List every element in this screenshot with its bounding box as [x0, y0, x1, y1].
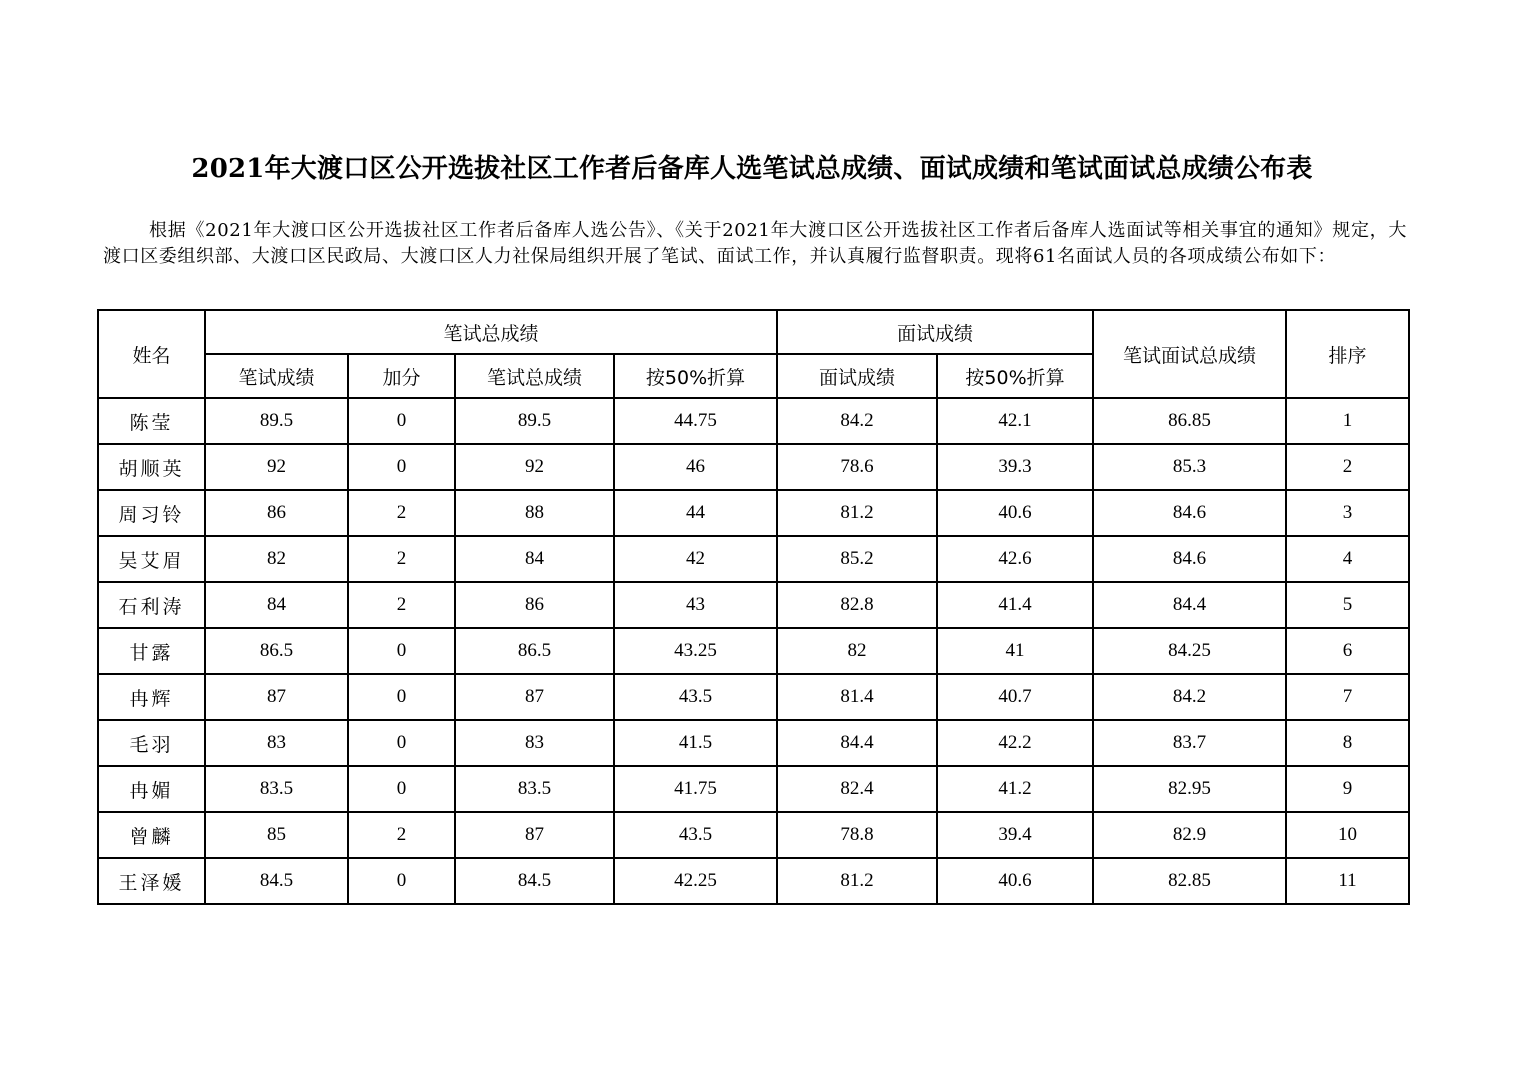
cell-rank: 5 — [1286, 582, 1409, 628]
cell-interview-score: 84.4 — [777, 720, 937, 766]
cell-interview-score: 81.2 — [777, 858, 937, 904]
table-row — [98, 536, 1409, 582]
header-interview-group: 面试成绩 — [777, 310, 1093, 354]
header-written-group: 笔试总成绩 — [205, 310, 777, 354]
cell-written-score: 87 — [205, 674, 348, 720]
cell-rank: 1 — [1286, 398, 1409, 444]
cell-written-50: 42.25 — [614, 858, 777, 904]
cell-bonus: 0 — [348, 674, 455, 720]
cell-combined-total: 83.7 — [1093, 720, 1286, 766]
cell-rank: 6 — [1286, 628, 1409, 674]
cell-written-50: 41.75 — [614, 766, 777, 812]
cell-bonus: 2 — [348, 536, 455, 582]
cell-rank: 8 — [1286, 720, 1409, 766]
cell-interview-score: 81.2 — [777, 490, 937, 536]
cell-combined-total: 84.4 — [1093, 582, 1286, 628]
cell-combined-total: 84.6 — [1093, 490, 1286, 536]
cell-interview-score: 82.4 — [777, 766, 937, 812]
cell-interview-50: 40.7 — [937, 674, 1093, 720]
table-row — [98, 766, 1409, 812]
cell-bonus: 0 — [348, 720, 455, 766]
cell-name: 胡顺英 — [98, 444, 205, 490]
cell-written-total: 86.5 — [455, 628, 614, 674]
cell-written-50: 41.5 — [614, 720, 777, 766]
cell-combined-total: 82.85 — [1093, 858, 1286, 904]
cell-rank: 11 — [1286, 858, 1409, 904]
cell-written-total: 84 — [455, 536, 614, 582]
cell-written-total: 87 — [455, 674, 614, 720]
cell-written-total: 87 — [455, 812, 614, 858]
cell-bonus: 0 — [348, 858, 455, 904]
cell-bonus: 0 — [348, 444, 455, 490]
cell-combined-total: 86.85 — [1093, 398, 1286, 444]
cell-bonus: 0 — [348, 766, 455, 812]
cell-interview-50: 42.2 — [937, 720, 1093, 766]
cell-bonus: 0 — [348, 628, 455, 674]
table-row — [98, 858, 1409, 904]
cell-interview-score: 78.6 — [777, 444, 937, 490]
cell-written-50: 43.5 — [614, 812, 777, 858]
table-row — [98, 628, 1409, 674]
cell-combined-total: 85.3 — [1093, 444, 1286, 490]
header-rank: 排序 — [1286, 310, 1409, 398]
cell-rank: 2 — [1286, 444, 1409, 490]
cell-interview-score: 82.8 — [777, 582, 937, 628]
cell-written-score: 82 — [205, 536, 348, 582]
cell-rank: 7 — [1286, 674, 1409, 720]
cell-interview-50: 41.4 — [937, 582, 1093, 628]
cell-written-50: 43.5 — [614, 674, 777, 720]
table-row — [98, 490, 1409, 536]
cell-written-score: 85 — [205, 812, 348, 858]
cell-written-score: 84.5 — [205, 858, 348, 904]
cell-interview-score: 85.2 — [777, 536, 937, 582]
cell-interview-score: 81.4 — [777, 674, 937, 720]
cell-interview-50: 40.6 — [937, 490, 1093, 536]
cell-written-total: 88 — [455, 490, 614, 536]
header-written-total: 笔试总成绩 — [455, 354, 614, 398]
cell-combined-total: 84.2 — [1093, 674, 1286, 720]
table-row — [98, 398, 1409, 444]
table-row — [98, 812, 1409, 858]
cell-bonus: 2 — [348, 812, 455, 858]
cell-written-total: 84.5 — [455, 858, 614, 904]
cell-rank: 9 — [1286, 766, 1409, 812]
cell-written-total: 83.5 — [455, 766, 614, 812]
cell-written-score: 86 — [205, 490, 348, 536]
cell-interview-50: 39.4 — [937, 812, 1093, 858]
table-header — [98, 310, 1409, 398]
cell-name: 陈莹 — [98, 398, 205, 444]
header-bonus: 加分 — [348, 354, 455, 398]
cell-interview-50: 40.6 — [937, 858, 1093, 904]
cell-written-50: 43.25 — [614, 628, 777, 674]
cell-name: 石利涛 — [98, 582, 205, 628]
cell-interview-50: 41 — [937, 628, 1093, 674]
cell-written-score: 92 — [205, 444, 348, 490]
cell-name: 周习铃 — [98, 490, 205, 536]
cell-interview-50: 39.3 — [937, 444, 1093, 490]
cell-written-50: 46 — [614, 444, 777, 490]
cell-interview-50: 42.6 — [937, 536, 1093, 582]
cell-name: 王泽媛 — [98, 858, 205, 904]
table-row — [98, 582, 1409, 628]
cell-combined-total: 82.9 — [1093, 812, 1286, 858]
cell-interview-50: 41.2 — [937, 766, 1093, 812]
header-combined-total: 笔试面试总成绩 — [1093, 310, 1286, 398]
cell-name: 吴艾眉 — [98, 536, 205, 582]
cell-bonus: 2 — [348, 582, 455, 628]
cell-interview-score: 82 — [777, 628, 937, 674]
cell-written-50: 44 — [614, 490, 777, 536]
table-row — [98, 674, 1409, 720]
header-written-score: 笔试成绩 — [205, 354, 348, 398]
cell-name: 曾麟 — [98, 812, 205, 858]
cell-rank: 3 — [1286, 490, 1409, 536]
cell-written-total: 92 — [455, 444, 614, 490]
cell-name: 冉辉 — [98, 674, 205, 720]
intro-paragraph: 根据《2021年大渡口区公开选拔社区工作者后备库人选公告》、《关于2021年大渡口区公开选拔社区工作者后备库人选面试等相关事宜的通知》规定，大渡口区委组织部、大渡口区民政局、大渡口区人力社保局组织开展了笔试、面试工作，并认真履行监督职责。现将61名面试人员的各项成绩公布如下： — [103, 220, 1407, 267]
page-title: 2021年大渡口区公开选拔社区工作者后备库人选笔试总成绩、面试成绩和笔试面试总成绩公布表 — [191, 154, 1313, 184]
cell-written-50: 43 — [614, 582, 777, 628]
cell-written-50: 42 — [614, 536, 777, 582]
cell-combined-total: 82.95 — [1093, 766, 1286, 812]
cell-written-50: 44.75 — [614, 398, 777, 444]
cell-combined-total: 84.6 — [1093, 536, 1286, 582]
cell-interview-score: 84.2 — [777, 398, 937, 444]
cell-written-total: 83 — [455, 720, 614, 766]
header-written-50: 按50%折算 — [614, 354, 777, 398]
cell-written-score: 86.5 — [205, 628, 348, 674]
cell-written-score: 89.5 — [205, 398, 348, 444]
cell-name: 毛羽 — [98, 720, 205, 766]
cell-bonus: 2 — [348, 490, 455, 536]
cell-rank: 4 — [1286, 536, 1409, 582]
table-row — [98, 720, 1409, 766]
cell-interview-50: 42.1 — [937, 398, 1093, 444]
cell-written-score: 83.5 — [205, 766, 348, 812]
cell-written-total: 89.5 — [455, 398, 614, 444]
score-table — [97, 309, 1410, 905]
header-interview-score: 面试成绩 — [777, 354, 937, 398]
cell-name: 冉媚 — [98, 766, 205, 812]
cell-interview-score: 78.8 — [777, 812, 937, 858]
cell-name: 甘露 — [98, 628, 205, 674]
cell-combined-total: 84.25 — [1093, 628, 1286, 674]
cell-written-total: 86 — [455, 582, 614, 628]
cell-written-score: 83 — [205, 720, 348, 766]
header-name: 姓名 — [98, 310, 205, 398]
cell-rank: 10 — [1286, 812, 1409, 858]
cell-bonus: 0 — [348, 398, 455, 444]
header-interview-50: 按50%折算 — [937, 354, 1093, 398]
table-body — [98, 398, 1409, 904]
table-row — [98, 444, 1409, 490]
cell-written-score: 84 — [205, 582, 348, 628]
